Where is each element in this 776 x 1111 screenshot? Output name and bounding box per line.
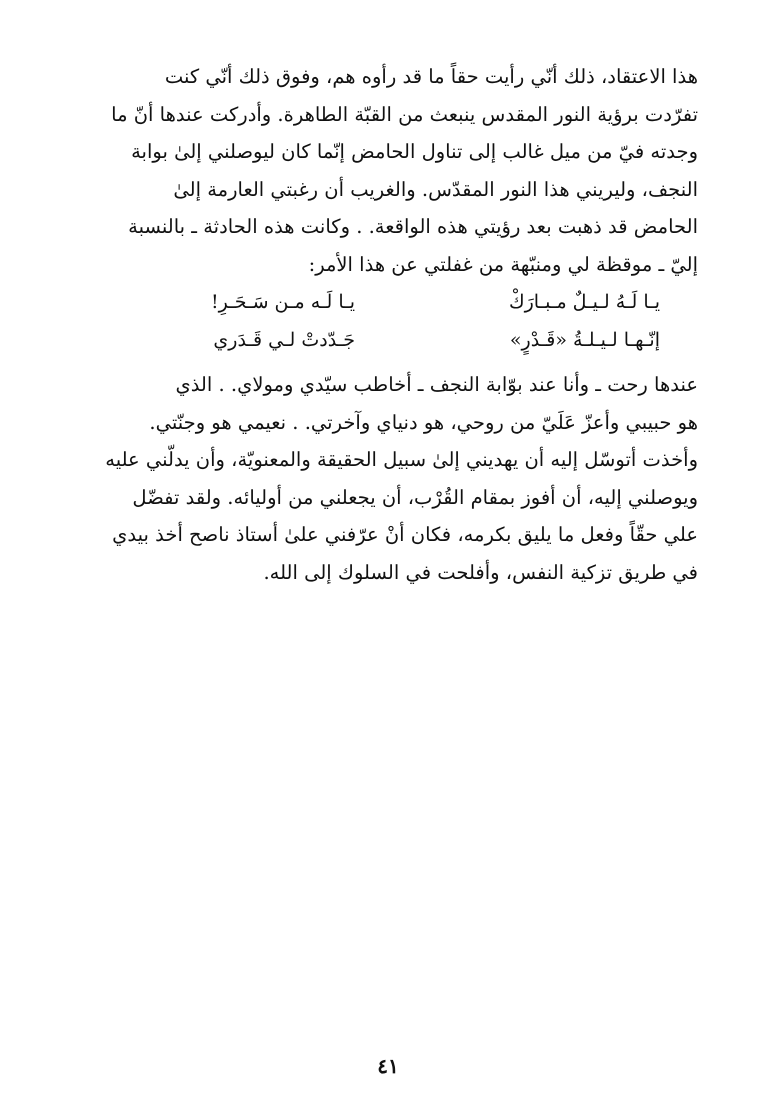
text-line: هذا الاعتقاد، ذلك أنّي رأيت حقاً ما قد رأوه هم، وفوق ذلك أنّي كنت — [164, 65, 698, 88]
text-line: وجدته فيّ من ميل غالب إلى تناول الحامض إنّما كان ليوصلني إلىٰ بوابة — [131, 140, 698, 163]
text-line: ويوصلني إليه، أن أفوز بمقام القُرْب، أن يجعلني من أوليائه. ولقد تفضّل — [132, 485, 698, 509]
text-line: تفرّدت برؤية النور المقدس ينبعث من القبّة الطاهرة. وأدركت عندها أنّ ما — [111, 102, 698, 126]
text-line: النجف، وليريني هذا النور المقدّس. والغريب أن رغبتي العارمة إلىٰ — [173, 177, 698, 201]
poem-hemistich-second: يـا لَـه مـن سَـحَـرِ! — [211, 291, 355, 313]
poem-hemistich-second: جَـدّدتْ لـي قَـدَري — [213, 329, 355, 351]
text-line: إليّ ـ موقظة لي ومنبّهة من غفلتي عن هذا الأمر: — [308, 252, 698, 276]
poem-hemistich-first: إنّـهـا لـيـلـةُ «قَـدْرٍ» — [509, 329, 660, 351]
page-number: ٤١ — [377, 1054, 399, 1078]
text-line: وأخذت أتوسّل إليه أن يهديني إلىٰ سبيل الحقيقة والمعنويّة، وأن يدلّني عليه — [105, 448, 698, 471]
text-line: الحامض قد ذهبت بعد رؤيتي هذه الواقعة. . وكانت هذه الحادثة ـ بالنسبة — [128, 215, 698, 238]
poem-verse — [120, 321, 660, 359]
poem-verse — [120, 283, 660, 321]
text-line: في طريق تزكية النفس، وأفلحت في السلوك إلى الله. — [263, 560, 698, 584]
paragraph-2 — [78, 366, 698, 591]
text-line: عندها رحت ـ وأنا عند بوّابة النجف ـ أخاطب سيّدي ومولاي. . الذي — [175, 373, 698, 396]
text-line: هو حبيبي وأعزّ عَلَيّ من روحي، هو دنياي وآخرتي. . نعيمي هو وجنّتي. — [149, 410, 698, 434]
text-line: علي حقّاً وفعل ما يليق بكرمه، فكان أنْ عرّفني علىٰ أستاذ ناصح أخذ بيدي — [112, 523, 698, 546]
poem — [120, 283, 660, 359]
paragraph-1 — [78, 58, 698, 283]
poem-hemistich-first: يـا لَـهُ لـيـلٌ مـبـارَكْ — [508, 291, 660, 313]
